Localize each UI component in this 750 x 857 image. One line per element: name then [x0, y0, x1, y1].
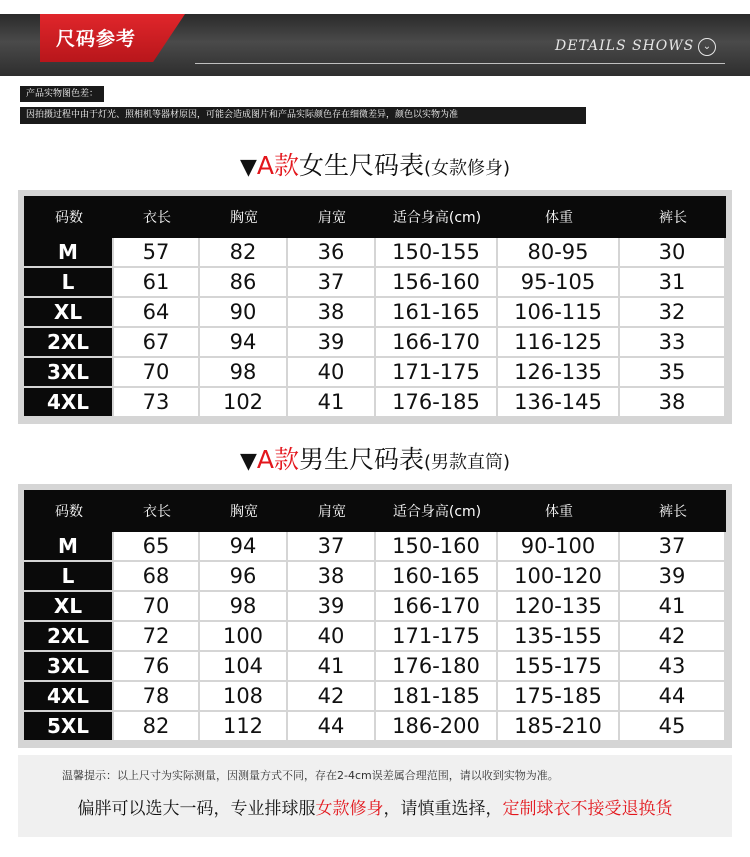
table-cell: 43 — [620, 652, 726, 682]
table-cell: 73 — [114, 388, 200, 418]
color-notice-label: 产品实物图色差： — [20, 86, 104, 102]
table-cell: 30 — [620, 238, 726, 268]
table-cell: 171-175 — [376, 358, 498, 388]
table-cell: 135-155 — [498, 622, 620, 652]
size-label-cell: 3XL — [24, 652, 114, 682]
details-shows-label: DETAILS SHOWS — [555, 38, 695, 54]
table-cell: 39 — [288, 328, 376, 358]
table-cell: 37 — [620, 532, 726, 562]
men-title-style: A款 — [256, 445, 299, 474]
size-label-cell: XL — [24, 298, 114, 328]
triangle-down-icon: ▼ — [239, 449, 257, 474]
men-header-cell: 肩宽 — [288, 490, 376, 532]
table-cell: 176-185 — [376, 388, 498, 418]
footer-red-1: 女款修身 — [315, 799, 384, 819]
table-cell: 100-120 — [498, 562, 620, 592]
table-cell: 102 — [200, 388, 288, 418]
table-cell: 94 — [200, 532, 288, 562]
men-title-main: 男生尺码表 — [298, 445, 424, 474]
men-header-cell: 胸宽 — [200, 490, 288, 532]
table-cell: 106-115 — [498, 298, 620, 328]
color-notice-text: 因拍摄过程中由于灯光、照相机等器材原因，可能会造成图片和产品实际颜色存在细微差异，颜色以实物为准 — [20, 107, 586, 124]
size-label-cell: 5XL — [24, 712, 114, 742]
men-table-title — [0, 440, 750, 476]
women-header-cell: 适合身高(cm) — [376, 196, 498, 238]
table-row — [24, 622, 726, 652]
table-cell: 186-200 — [376, 712, 498, 742]
table-cell: 39 — [288, 592, 376, 622]
footer-text-2: ，请慎重选择， — [383, 799, 503, 819]
table-cell: 166-170 — [376, 592, 498, 622]
table-cell: 90-100 — [498, 532, 620, 562]
table-cell: 68 — [114, 562, 200, 592]
table-cell: 32 — [620, 298, 726, 328]
banner-divider — [195, 63, 725, 64]
table-cell: 150-160 — [376, 532, 498, 562]
table-cell: 70 — [114, 592, 200, 622]
size-label-cell: L — [24, 562, 114, 592]
table-cell: 82 — [114, 712, 200, 742]
size-label-cell: XL — [24, 592, 114, 622]
table-cell: 42 — [620, 622, 726, 652]
table-cell: 44 — [288, 712, 376, 742]
footer-text-1: 偏胖可以选大一码，专业排球服 — [77, 799, 316, 819]
table-cell: 116-125 — [498, 328, 620, 358]
triangle-down-icon: ▼ — [239, 155, 257, 180]
table-cell: 33 — [620, 328, 726, 358]
table-cell: 38 — [620, 388, 726, 418]
table-row — [24, 388, 726, 418]
size-label-cell: 2XL — [24, 622, 114, 652]
table-cell: 96 — [200, 562, 288, 592]
table-cell: 86 — [200, 268, 288, 298]
measurement-tip: 温馨提示：以上尺寸为实际测量，因测量方式不同，存在2-4cm误差属合理范围，请以收到实物为准。 — [62, 769, 559, 782]
table-cell: 67 — [114, 328, 200, 358]
size-label-cell: 2XL — [24, 328, 114, 358]
women-header-cell: 衣长 — [114, 196, 200, 238]
table-cell: 35 — [620, 358, 726, 388]
size-label-cell: 4XL — [24, 388, 114, 418]
table-row — [24, 298, 726, 328]
women-header-cell: 裤长 — [620, 196, 726, 238]
table-cell: 185-210 — [498, 712, 620, 742]
table-cell: 82 — [200, 238, 288, 268]
table-cell: 41 — [288, 388, 376, 418]
table-row — [24, 712, 726, 742]
table-cell: 41 — [620, 592, 726, 622]
table-row — [24, 592, 726, 622]
table-row — [24, 358, 726, 388]
table-cell: 41 — [288, 652, 376, 682]
women-header-cell: 码数 — [24, 196, 114, 238]
table-cell: 176-180 — [376, 652, 498, 682]
table-row — [24, 652, 726, 682]
table-cell: 94 — [200, 328, 288, 358]
table-cell: 104 — [200, 652, 288, 682]
table-cell: 36 — [288, 238, 376, 268]
table-cell: 31 — [620, 268, 726, 298]
table-row — [24, 682, 726, 712]
table-row — [24, 268, 726, 298]
size-label-cell: L — [24, 268, 114, 298]
table-cell: 155-175 — [498, 652, 620, 682]
men-header-cell: 适合身高(cm) — [376, 490, 498, 532]
table-cell: 64 — [114, 298, 200, 328]
men-title-sub: (男款直筒) — [424, 452, 511, 473]
table-row — [24, 238, 726, 268]
table-cell: 175-185 — [498, 682, 620, 712]
men-header-cell: 裤长 — [620, 490, 726, 532]
size-label-cell: M — [24, 238, 114, 268]
table-cell: 112 — [200, 712, 288, 742]
table-cell: 44 — [620, 682, 726, 712]
table-cell: 90 — [200, 298, 288, 328]
women-header-cell: 肩宽 — [288, 196, 376, 238]
table-cell: 38 — [288, 298, 376, 328]
table-cell: 161-165 — [376, 298, 498, 328]
women-header-cell: 体重 — [498, 196, 620, 238]
table-cell: 98 — [200, 358, 288, 388]
footer-red-2: 定制球衣不接受退换货 — [502, 799, 673, 819]
table-cell: 38 — [288, 562, 376, 592]
table-cell: 40 — [288, 622, 376, 652]
men-header-cell: 衣长 — [114, 490, 200, 532]
table-cell: 150-155 — [376, 238, 498, 268]
table-cell: 108 — [200, 682, 288, 712]
table-cell: 70 — [114, 358, 200, 388]
table-row — [24, 328, 726, 358]
size-label-cell: 3XL — [24, 358, 114, 388]
table-cell: 120-135 — [498, 592, 620, 622]
table-cell: 37 — [288, 268, 376, 298]
size-label-cell: M — [24, 532, 114, 562]
table-cell: 76 — [114, 652, 200, 682]
table-cell: 181-185 — [376, 682, 498, 712]
header-banner — [0, 0, 750, 80]
table-cell: 72 — [114, 622, 200, 652]
table-cell: 171-175 — [376, 622, 498, 652]
table-cell: 45 — [620, 712, 726, 742]
table-cell: 98 — [200, 592, 288, 622]
women-title-style: A款 — [256, 151, 299, 180]
size-label-cell: 4XL — [24, 682, 114, 712]
table-cell: 95-105 — [498, 268, 620, 298]
footer-warning — [0, 794, 750, 819]
table-cell: 40 — [288, 358, 376, 388]
women-title-sub: (女款修身) — [424, 158, 511, 179]
table-cell: 78 — [114, 682, 200, 712]
table-cell: 65 — [114, 532, 200, 562]
men-size-table — [18, 484, 732, 748]
table-cell: 42 — [288, 682, 376, 712]
table-cell: 39 — [620, 562, 726, 592]
women-table-title — [0, 146, 750, 182]
table-row — [24, 562, 726, 592]
table-cell: 136-145 — [498, 388, 620, 418]
banner-title: 尺码参考 — [56, 28, 137, 50]
table-cell: 37 — [288, 532, 376, 562]
women-title-main: 女生尺码表 — [298, 151, 424, 180]
table-cell: 160-165 — [376, 562, 498, 592]
women-size-table — [18, 190, 732, 424]
table-cell: 100 — [200, 622, 288, 652]
women-header-cell: 胸宽 — [200, 196, 288, 238]
table-row — [24, 532, 726, 562]
men-header-cell: 码数 — [24, 490, 114, 532]
table-cell: 57 — [114, 238, 200, 268]
table-cell: 61 — [114, 268, 200, 298]
table-cell: 156-160 — [376, 268, 498, 298]
table-cell: 80-95 — [498, 238, 620, 268]
men-header-cell: 体重 — [498, 490, 620, 532]
table-cell: 126-135 — [498, 358, 620, 388]
table-cell: 166-170 — [376, 328, 498, 358]
chevron-down-circle-icon: ⌄ — [698, 38, 716, 56]
